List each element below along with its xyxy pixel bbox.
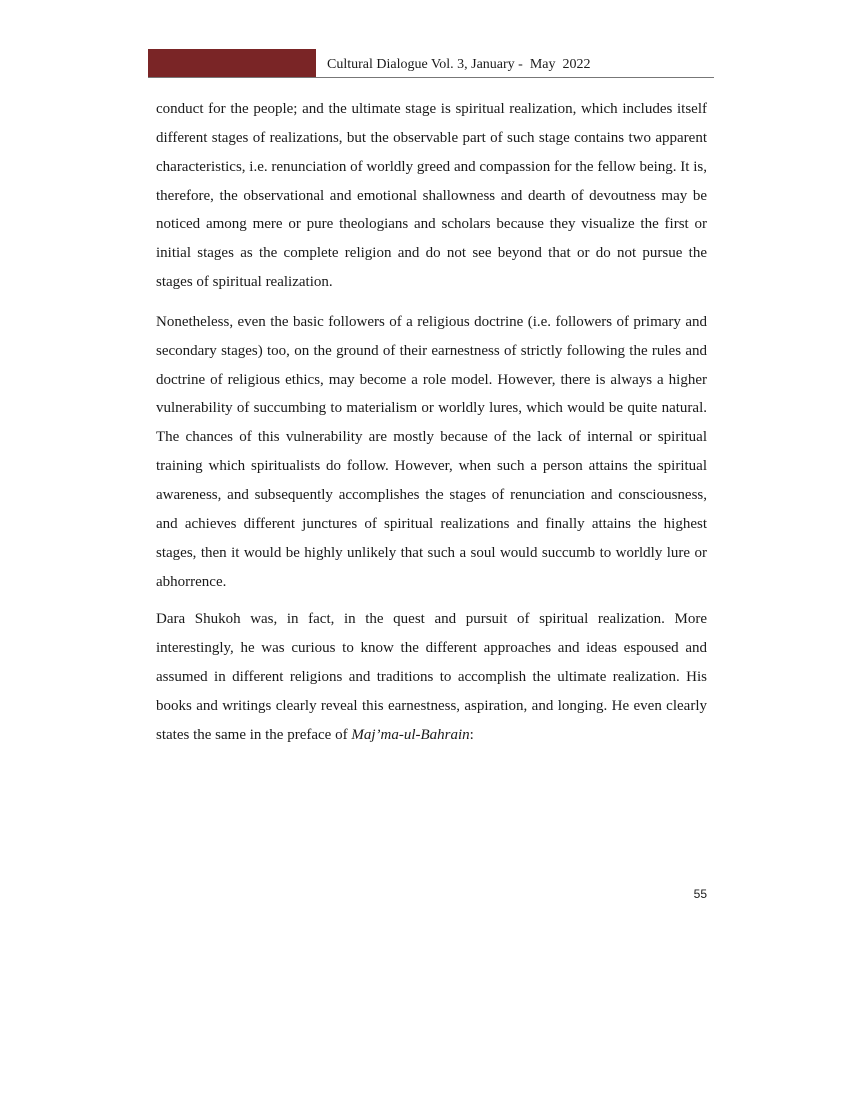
- paragraph-3: [156, 605, 707, 749]
- journal-header-title: Cultural Dialogue Vol. 3, January - May 2022: [327, 57, 591, 72]
- page-number: 55: [693, 887, 707, 901]
- article-body: [156, 95, 707, 761]
- paragraph-1: conduct for the people; and the ultimate stage is spiritual realization, which includes itself different stages of realizations, but the observable part of such stage contains two apparent characteristics, i.e. renunciation of worldly greed and compassion for the fellow being. It is, therefore, the observational and emotional shallowness and dearth of devoutness may be noticed among mere or pure theologians and scholars because they visualize the first or initial stages as the complete religion and do not see beyond that or do not pursue the stages of spiritual realization.: [156, 101, 707, 291]
- paragraph-3-end-punctuation: :: [469, 726, 474, 743]
- paragraph-3-text: Dara Shukoh was, in fact, in the quest and pursuit of spiritual realization. More interestingly, he was curious to know the different approaches and ideas espoused and assumed in different religions and traditions to accomplish the ultimate realization. His books and writings clearly reveal this earnestness, aspiration, and longing. He even clearly states the same in the preface of: [156, 611, 707, 743]
- book-title: Maj’ma-ul-Bahrain: [351, 726, 470, 743]
- header-divider: [148, 77, 714, 78]
- header-color-band: [148, 49, 316, 78]
- paragraph-2: Nonetheless, even the basic followers of a religious doctrine (i.e. followers of primary and secondary stages) too, on the ground of their earnestness of strictly following the rules and doctrine of religious ethics, may become a role model. However, there is always a higher vulnerability of succumbing to materialism or worldly lures, which would be quite natural. The chances of this vulnerability are mostly because of the lack of internal or spiritual training which spiritualists do follow. However, when such a person attains the spiritual awareness, and subsequently accomplishes the stages of renunciation and consciousness, and achieves different junctures of spiritual realizations and finally attains the highest stages, then it would be highly unlikely that such a soul would succumb to worldly lure or abhorrence.: [156, 313, 707, 590]
